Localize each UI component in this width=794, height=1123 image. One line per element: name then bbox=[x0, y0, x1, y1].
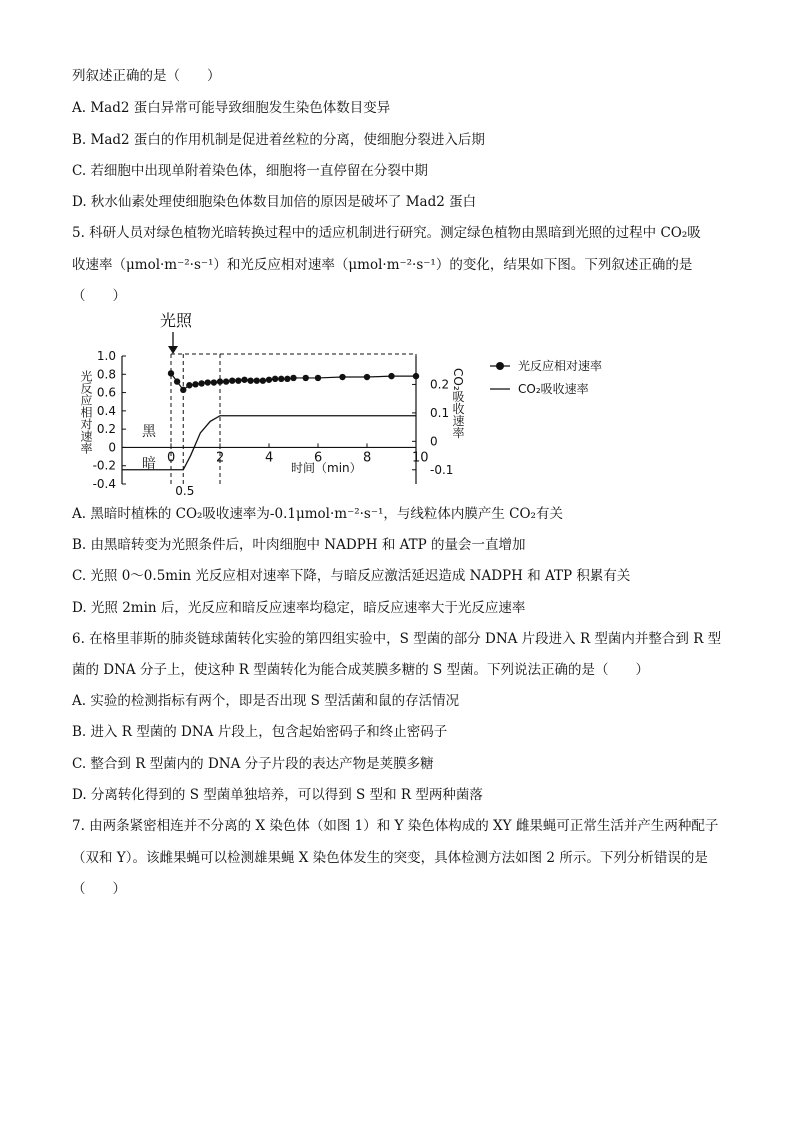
text-line: C. 若细胞中出现单附着染色体，细胞将一直停留在分裂中期 bbox=[72, 163, 428, 179]
light-rate-point bbox=[217, 378, 223, 384]
left-tick-label: 0 bbox=[108, 440, 116, 455]
x-axis-label: 时间（min） bbox=[291, 461, 362, 475]
x-tick-label: 10 bbox=[412, 450, 429, 466]
text-line: （ ） bbox=[72, 881, 126, 897]
text-line: B. 由黑暗转变为光照条件后，叶肉细胞中 NADPH 和 ATP 的量会一直增加 bbox=[72, 537, 526, 553]
light-rate-point bbox=[272, 376, 278, 382]
text-line: D. 分离转化得到的 S 型菌单独培养，可以得到 S 型和 R 型两种菌落 bbox=[72, 787, 483, 803]
text-line: B. 进入 R 型菌的 DNA 片段上，包含起始密码子和终止密码子 bbox=[72, 724, 448, 740]
light-rate-point bbox=[186, 382, 192, 388]
left-tick-label: 1.0 bbox=[96, 349, 116, 363]
text-line: B. Mad2 蛋白的作用机制是促进着丝粒的分离，使细胞分裂进入后期 bbox=[72, 132, 485, 148]
light-rate-point bbox=[315, 375, 321, 381]
light-rate-point bbox=[235, 377, 241, 383]
x-tick-label-extra: 0.5 bbox=[175, 484, 195, 498]
text-line: A. 黑暗时植株的 CO₂吸收速率为-0.1μmol·m⁻²·s⁻¹，与线粒体内膜产生 CO₂有关 bbox=[72, 506, 563, 522]
left-tick-label: 0.4 bbox=[96, 403, 116, 418]
light-rate-point bbox=[223, 378, 229, 384]
light-rate-point bbox=[260, 377, 266, 383]
light-rate-point bbox=[198, 380, 204, 386]
light-rate-point bbox=[278, 376, 284, 382]
light-rate-point bbox=[254, 377, 260, 383]
text-line: A. 实验的检测指标有两个，即是否出现 S 型活菌和鼠的存活情况 bbox=[72, 693, 460, 709]
light-rate-point bbox=[290, 375, 296, 381]
light-rate-point bbox=[364, 374, 370, 380]
text-line: 7. 由两条紧密相连并不分离的 X 染色体（如图 1）和 Y 染色体构成的 XY 雌果蝇可正常生活并产生两种配子 bbox=[72, 818, 719, 834]
text-line: D. 秋水仙素处理使细胞染色体数目加倍的原因是破坏了 Mad2 蛋白 bbox=[72, 194, 477, 210]
right-tick-label: 0.1 bbox=[430, 405, 450, 420]
text-line: A. Mad2 蛋白异常可能导致细胞发生染色体数目变异 bbox=[72, 100, 391, 116]
line-chart bbox=[72, 308, 692, 498]
left-tick-label: 0.2 bbox=[96, 422, 116, 437]
legend-label: 光反应相对速率 bbox=[518, 359, 603, 373]
x-tick-label: 8 bbox=[363, 450, 372, 466]
chart-title: 光照 bbox=[160, 311, 193, 330]
text-line: 6. 在格里菲斯的肺炎链球菌转化实验的第四组实验中，S 型菌的部分 DNA 片段进入 R 型菌内并整合到 R 型 bbox=[72, 631, 722, 647]
light-rate-point bbox=[229, 377, 235, 383]
dark-label: 黑 bbox=[142, 424, 156, 440]
text-line: C. 光照 0～0.5min 光反应相对速率下降，与暗反应激活延迟造成 NADPH 和 ATP 积累有关 bbox=[72, 568, 631, 584]
light-rate-point bbox=[205, 379, 211, 385]
light-rate-point bbox=[339, 374, 345, 380]
light-rate-point bbox=[266, 377, 272, 383]
light-rate-point bbox=[413, 373, 419, 379]
right-tick-label: 0.2 bbox=[430, 377, 450, 392]
text-line: 收速率（μmol·m⁻²·s⁻¹）和光反应相对速率（μmol·m⁻²·s⁻¹）的变化，结果如下图。下列叙述正确的是 bbox=[72, 257, 693, 273]
light-arrow-head bbox=[168, 346, 178, 354]
light-rate-point bbox=[192, 381, 198, 387]
light-rate-point bbox=[303, 375, 309, 381]
text-line: （ ） bbox=[72, 288, 126, 304]
text-line: 菌的 DNA 分子上，使这种 R 型菌转化为能合成荚膜多糖的 S 型菌。下列说法正确的是（ ） bbox=[72, 662, 650, 678]
light-rate-point bbox=[211, 379, 217, 385]
left-tick-label: -0.4 bbox=[92, 477, 116, 491]
text-line: 5. 科研人员对绿色植物光暗转换过程中的适应机制进行研究。测定绿色植物由黑暗到光照的过程中 CO₂吸 bbox=[72, 225, 701, 241]
x-tick-label: 4 bbox=[265, 450, 274, 466]
text-line: C. 整合到 R 型菌内的 DNA 分子片段的表达产物是荚膜多糖 bbox=[72, 756, 434, 772]
right-tick-label: 0 bbox=[430, 434, 438, 449]
light-rate-point bbox=[174, 378, 180, 384]
text-line: 列叙述正确的是（ ） bbox=[72, 68, 221, 84]
left-axis-label: 光反应相对速率 bbox=[79, 370, 93, 454]
x-tick-label: 0 bbox=[167, 450, 176, 466]
x-tick-label: 6 bbox=[314, 450, 323, 466]
right-tick-label: -0.1 bbox=[430, 462, 454, 477]
text-line: （双和 Y）。该雌果蝇可以检测雄果蝇 X 染色体发生的突变，具体检测方法如图 2 所示。下列分析错误的是 bbox=[72, 850, 708, 866]
text-line: D. 光照 2min 后，光反应和暗反应速率均稳定，暗反应速率大于光反应速率 bbox=[72, 600, 526, 616]
legend-label: CO₂吸收速率 bbox=[518, 382, 589, 396]
light-rate-point bbox=[180, 387, 186, 393]
x-tick-label: 2 bbox=[216, 450, 225, 466]
light-rate-point bbox=[284, 376, 290, 382]
light-rate-point bbox=[388, 373, 394, 379]
light-rate-point bbox=[168, 370, 174, 376]
left-tick-label: 0.8 bbox=[96, 367, 116, 382]
left-tick-label: -0.2 bbox=[92, 458, 116, 473]
left-tick-label: 0.6 bbox=[96, 385, 116, 400]
light-rate-point bbox=[247, 377, 253, 383]
right-axis-label: CO₂吸收速率 bbox=[451, 368, 465, 439]
dark-label: 暗 bbox=[142, 456, 156, 472]
light-rate-point bbox=[241, 377, 247, 383]
